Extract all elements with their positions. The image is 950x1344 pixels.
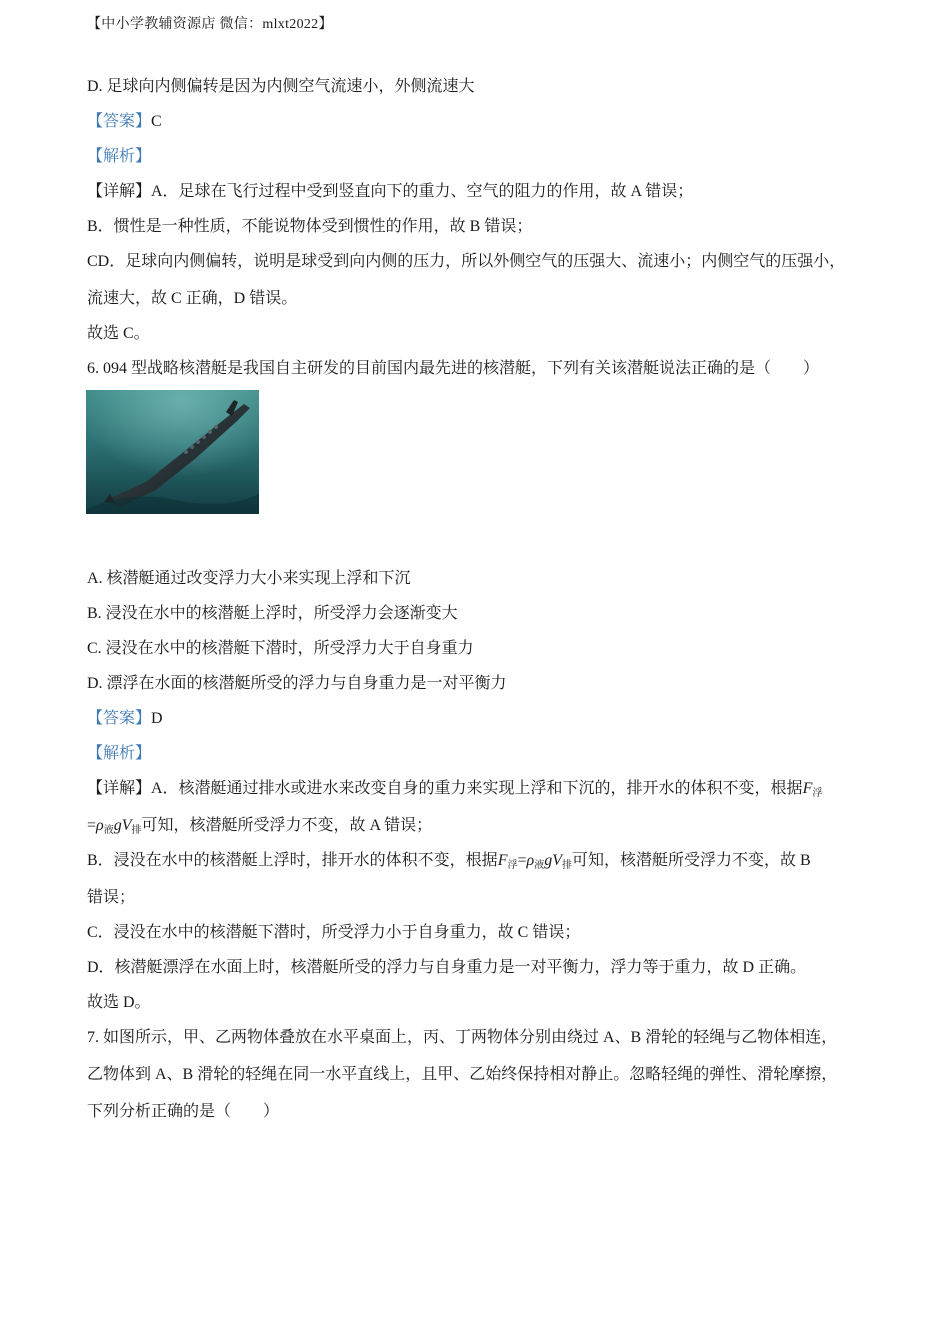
formula-subscript: 排 bbox=[131, 825, 142, 836]
formula-symbol: g bbox=[544, 852, 553, 869]
q7-stem-1: 7. 如图所示，甲、乙两物体叠放在水平桌面上，丙、丁两物体分别由绕过 A、B 滑轮的轻绳与乙物体相连， bbox=[87, 1029, 838, 1046]
formula-symbol: F bbox=[497, 852, 508, 869]
q6-detail-a-line1 bbox=[87, 779, 822, 804]
q5-detail-cd-1: CD．足球向内侧偏转，说明是球受到向内侧的压力，所以外侧空气的压强大、流速小；内侧空气的压强小， bbox=[87, 253, 846, 270]
q5-detail-cd-2: 流速大，故 C 正确，D 错误。 bbox=[87, 290, 298, 307]
detail-text: 可知，核潜艇所受浮力不变，故 A 错误； bbox=[141, 817, 433, 834]
detail-text: 【详解】A．核潜艇通过排水或进水来改变自身的重力来实现上浮和下沉的，排开水的体积不变，根据 bbox=[87, 780, 803, 797]
q6-option-a: A. 核潜艇通过改变浮力大小来实现上浮和下沉 bbox=[87, 570, 411, 587]
page-header: 【中小学教辅资源店 微信：mlxt2022】 bbox=[87, 17, 333, 32]
q6-detail-a-line2 bbox=[87, 816, 432, 841]
detail-text: B．浸没在水中的核潜艇上浮时，排开水的体积不变，根据 bbox=[87, 852, 498, 869]
formula-symbol: ρ bbox=[96, 817, 104, 834]
formula-subscript: 浮 bbox=[812, 788, 823, 799]
q5-analysis-tag: 【解析】 bbox=[87, 148, 152, 165]
formula-subscript: 液 bbox=[534, 860, 545, 871]
q6-analysis-tag: 【解析】 bbox=[87, 745, 152, 762]
q6-detail-b-line1 bbox=[87, 851, 811, 876]
answer-value: C bbox=[151, 113, 162, 130]
formula-subscript: 排 bbox=[561, 860, 572, 871]
formula-symbol: = bbox=[87, 817, 97, 834]
answer-tag: 【答案】 bbox=[87, 113, 152, 130]
q6-option-d: D. 漂浮在水面的核潜艇所受的浮力与自身重力是一对平衡力 bbox=[87, 675, 507, 692]
q6-detail-d: D．核潜艇漂浮在水面上时，核潜艇所受的浮力与自身重力是一对平衡力，浮力等于重力，故 D 正确。 bbox=[87, 959, 807, 976]
q6-detail-b-line2: 错误； bbox=[87, 889, 136, 906]
formula-subscript: 液 bbox=[103, 825, 114, 836]
answer-value: D bbox=[151, 710, 163, 727]
q6-answer bbox=[87, 709, 163, 729]
q5-detail-b: B．惯性是一种性质，不能说物体受到惯性的作用，故 B 错误； bbox=[87, 218, 533, 235]
submarine-image bbox=[86, 390, 259, 514]
answer-tag: 【答案】 bbox=[87, 710, 152, 727]
formula-symbol: g bbox=[113, 817, 122, 834]
q6-option-b: B. 浸没在水中的核潜艇上浮时，所受浮力会逐渐变大 bbox=[87, 605, 458, 622]
q6-detail-c: C．浸没在水中的核潜艇下潜时，所受浮力小于自身重力，故 C 错误； bbox=[87, 924, 581, 941]
q5-detail-a: 【详解】A．足球在飞行过程中受到竖直向下的重力、空气的阻力的作用，故 A 错误； bbox=[87, 183, 694, 200]
formula-symbol: F bbox=[802, 780, 813, 797]
q6-option-c: C. 浸没在水中的核潜艇下潜时，所受浮力大于自身重力 bbox=[87, 640, 474, 657]
q7-stem-3: 下列分析正确的是（ ） bbox=[87, 1103, 280, 1120]
formula-symbol: V bbox=[121, 817, 132, 834]
formula-symbol: = bbox=[517, 852, 527, 869]
q5-option-d: D. 足球向内侧偏转是因为内侧空气流速小，外侧流速大 bbox=[87, 78, 475, 95]
formula-symbol: V bbox=[552, 852, 562, 869]
q5-conclusion: 故选 C。 bbox=[87, 325, 150, 342]
q6-stem: 6. 094 型战略核潜艇是我国自主研发的目前国内最先进的核潜艇，下列有关该潜艇说法正确的是（ ） bbox=[87, 360, 820, 377]
q5-answer bbox=[87, 112, 162, 132]
formula-symbol: ρ bbox=[526, 852, 535, 869]
formula-subscript: 浮 bbox=[507, 860, 518, 871]
q7-stem-2: 乙物体到 A、B 滑轮的轻绳在同一水平直线上，且甲、乙始终保持相对静止。忽略轻绳的弹性、滑轮摩擦， bbox=[87, 1066, 838, 1083]
detail-text: 可知，核潜艇所受浮力不变，故 B bbox=[571, 852, 811, 869]
q6-conclusion: 故选 D。 bbox=[87, 994, 151, 1011]
